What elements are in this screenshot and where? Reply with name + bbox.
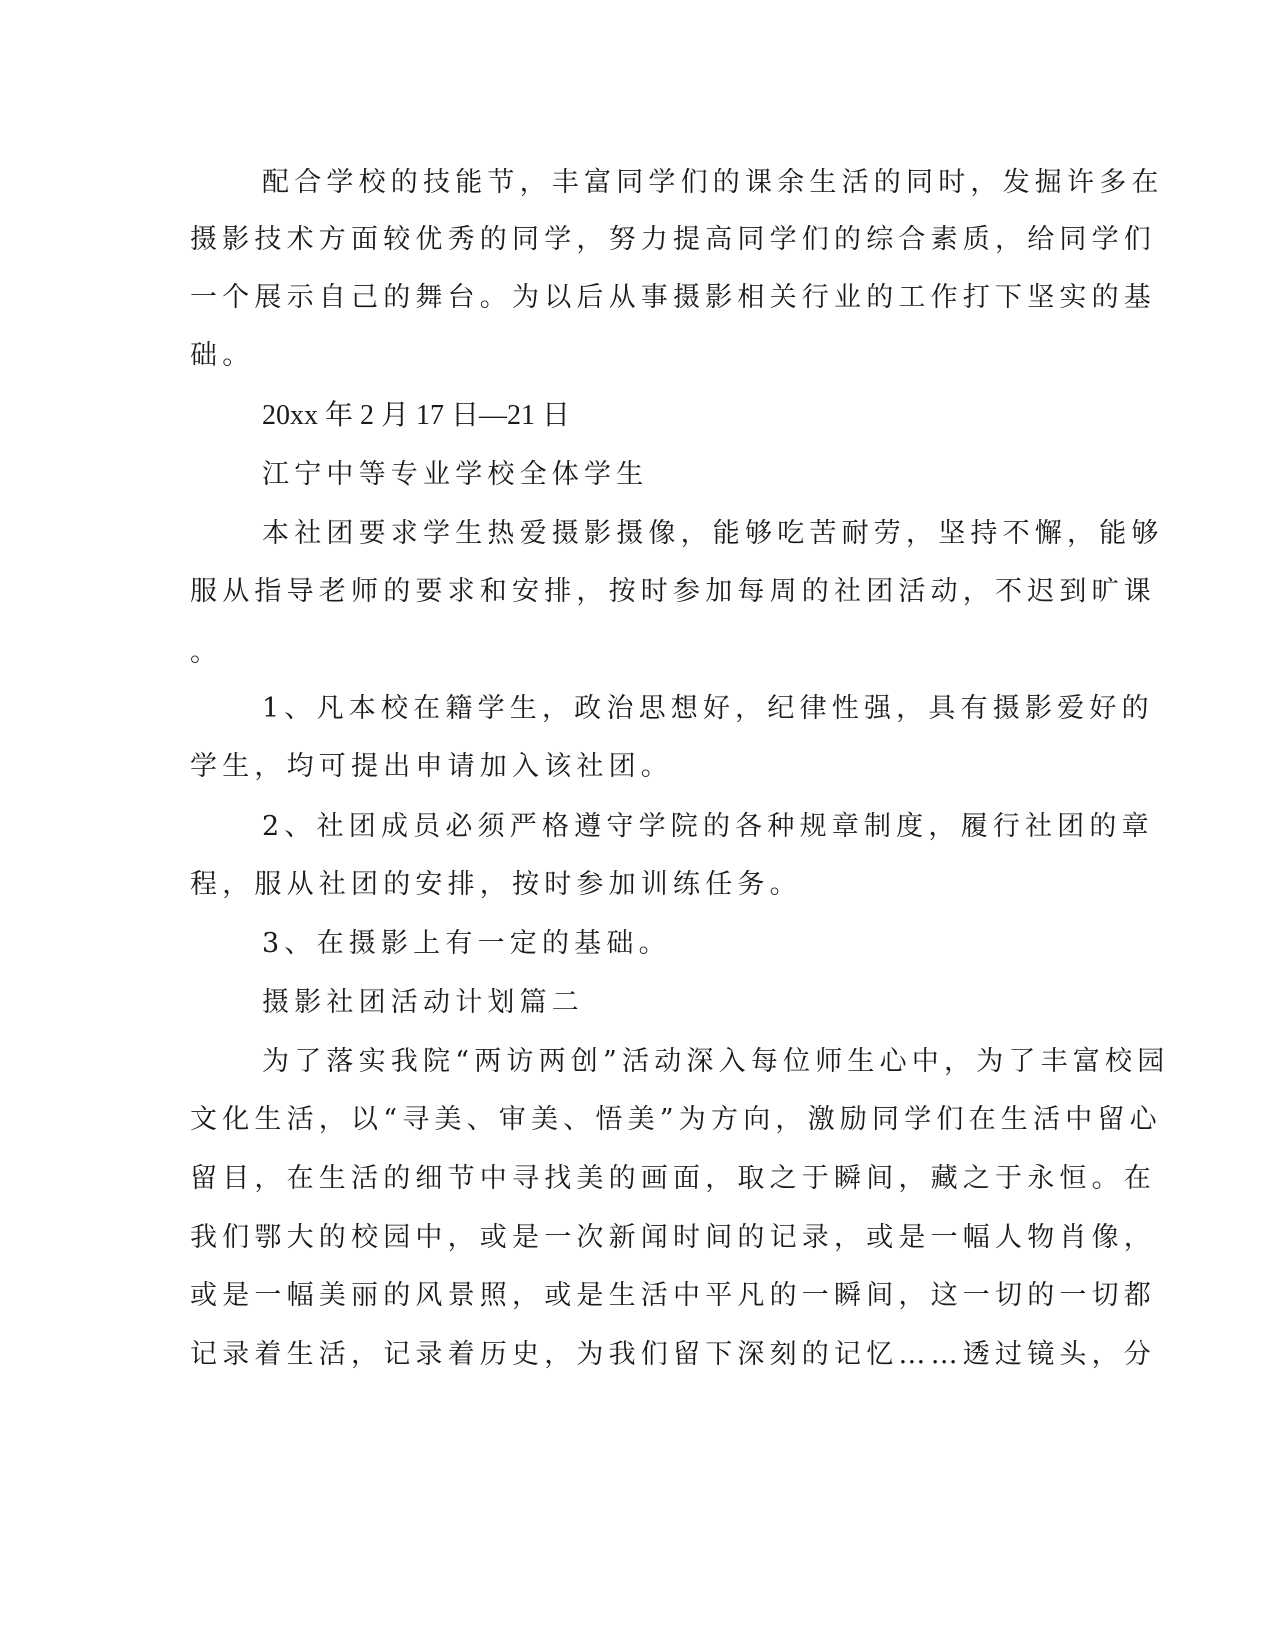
paragraph-line: 摄影技术方面较优秀的同学，努力提高同学们的综合素质，给同学们	[190, 224, 1156, 255]
paragraph-line: 本社团要求学生热爱摄影摄像，能够吃苦耐劳，坚持不懈，能够	[262, 518, 1164, 549]
participants-line: 江宁中等专业学校全体学生	[262, 459, 649, 490]
paragraph-line: 记录着生活，记录着历史，为我们留下深刻的记忆……透过镜头，分	[190, 1339, 1156, 1370]
paragraph-line: 础。	[190, 340, 255, 371]
list-item-1-cont: 学生，均可提出申请加入该社团。	[190, 751, 673, 782]
list-item-3: 3、在摄影上有一定的基础。	[262, 928, 671, 959]
date-range: 20xx 年 2 月 17 日—21 日	[262, 400, 571, 431]
paragraph-line: 或是一幅美丽的风景照，或是生活中平凡的一瞬间，这一切的一切都	[190, 1280, 1156, 1311]
paragraph-line: 一个展示自己的舞台。为以后从事摄影相关行业的工作打下坚实的基	[190, 282, 1156, 313]
paragraph-line: 我们鄂大的校园中，或是一次新闻时间的记录，或是一幅人物肖像，	[190, 1222, 1156, 1253]
list-item-1: 1、凡本校在籍学生，政治思想好，纪律性强，具有摄影爱好的	[262, 693, 1154, 724]
paragraph-line: 服从指导老师的要求和安排，按时参加每周的社团活动，不迟到旷课	[190, 576, 1156, 607]
section-heading: 摄影社团活动计划篇二	[262, 987, 584, 1018]
paragraph-line: 文化生活，以“寻美、审美、悟美”为方向，激励同学们在生活中留心	[190, 1104, 1162, 1135]
paragraph-line: 留目，在生活的细节中寻找美的画面，取之于瞬间，藏之于永恒。在	[190, 1163, 1156, 1194]
list-item-2-cont: 程，服从社团的安排，按时参加训练任务。	[190, 869, 802, 900]
list-item-2: 2、社团成员必须严格遵守学院的各种规章制度，履行社团的章	[262, 811, 1154, 842]
paragraph-line: 配合学校的技能节，丰富同学们的课余生活的同时，发掘许多在	[262, 167, 1164, 198]
paragraph-line: 为了落实我院“两访两创”活动深入每位师生心中，为了丰富校园	[262, 1046, 1170, 1077]
paragraph-line: 。	[190, 637, 223, 668]
